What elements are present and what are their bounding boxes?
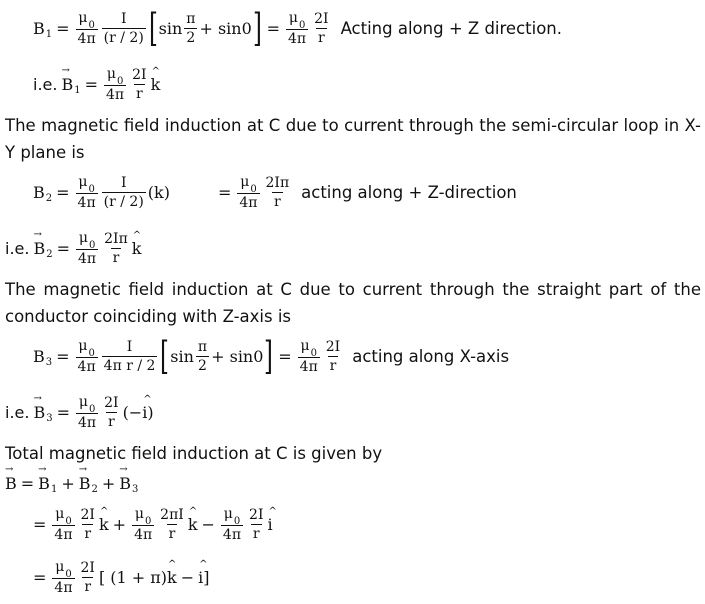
k-hat: ^ k: [132, 239, 142, 258]
i-hat: ^ i: [142, 403, 147, 422]
equation-sum: → B = → B 1 + → B 2 + → B 3: [5, 468, 138, 498]
equation-expanded: = $\frac{\mu_0}{4\pi}$ $\frac{2I}{r}$ ^ k + $\frac{\mu_0}{4\pi}$ $\frac{2\pi I}{r}$ ^ k − $\frac{\mu_0}{4\pi}$ $\frac{2I}{r}$ ^ i: [33, 503, 273, 545]
b1-symbol: B: [33, 18, 45, 38]
i-over-r2: $\frac{I}{(r / 2)}$: [103, 10, 144, 46]
equation-b2: B 2 = $\frac{\mu_0}{4\pi}$ $\frac{I}{(r / 2)}$ (k) = $\frac{\mu_0}{4\pi}$ $\frac{2I\pi}{r}$ acting along + Z-direction: [33, 173, 517, 211]
paragraph-semicircular: The magnetic field induction at C due to current through the semi-circular loop in X-Y plane is: [5, 116, 701, 162]
mu-over-4pi: $\frac{\mu_0}{4\pi}$: [77, 9, 96, 47]
pi-over-2: $\frac{\pi}{2}$: [186, 10, 196, 46]
equation-b2-vector: i.e. → B 2 = $\frac{\mu_0}{4\pi}$ $\frac{2I\pi}{r}$ ^ k: [5, 228, 141, 268]
paragraph-total: Total magnetic field induction at C is given by: [5, 444, 383, 463]
equation-b3: B 3 = $\frac{\mu_0}{4\pi}$ $\frac{I}{\text{4π r / 2}}$ [ sin $\frac{\pi}{2}$ + sin0 ] = $\frac{\mu_0}{4\pi}$ $\frac{2I}{r}$ acting along X-axis: [33, 334, 510, 378]
paragraph-straight-part: The magnetic field induction at C due to current through the straight part of the conductor coinciding with Z-axis is: [5, 280, 701, 326]
k-hat: ^ k: [151, 75, 161, 94]
equation-b3-vector: i.e. → B 3 = $\frac{\mu_0}{4\pi}$ $\frac{2I}{r}$ (− ^ i ): [5, 392, 154, 432]
equation-final: = $\frac{\mu_0}{4\pi}$ $\frac{2I}{r}$ [ (1 + π) ^ k − ^ i ]: [33, 556, 210, 598]
equation-b1: B 1 = $\frac{\mu_0}{4\pi}$ $\frac{I}{(r / 2)}$ [ sin $\frac{\pi}{2}$ + sin0 ] = $\frac{\mu_0}{4\pi}$ $\frac{2I}{r}$ Acting along + Z direction.: [33, 6, 562, 50]
equation-b1-vector: i.e. → B 1 = $\frac{\mu_0}{4\pi}$ $\frac{2I}{r}$ ^ k: [33, 64, 160, 104]
direction-text: Acting along + Z direction.: [340, 18, 562, 38]
